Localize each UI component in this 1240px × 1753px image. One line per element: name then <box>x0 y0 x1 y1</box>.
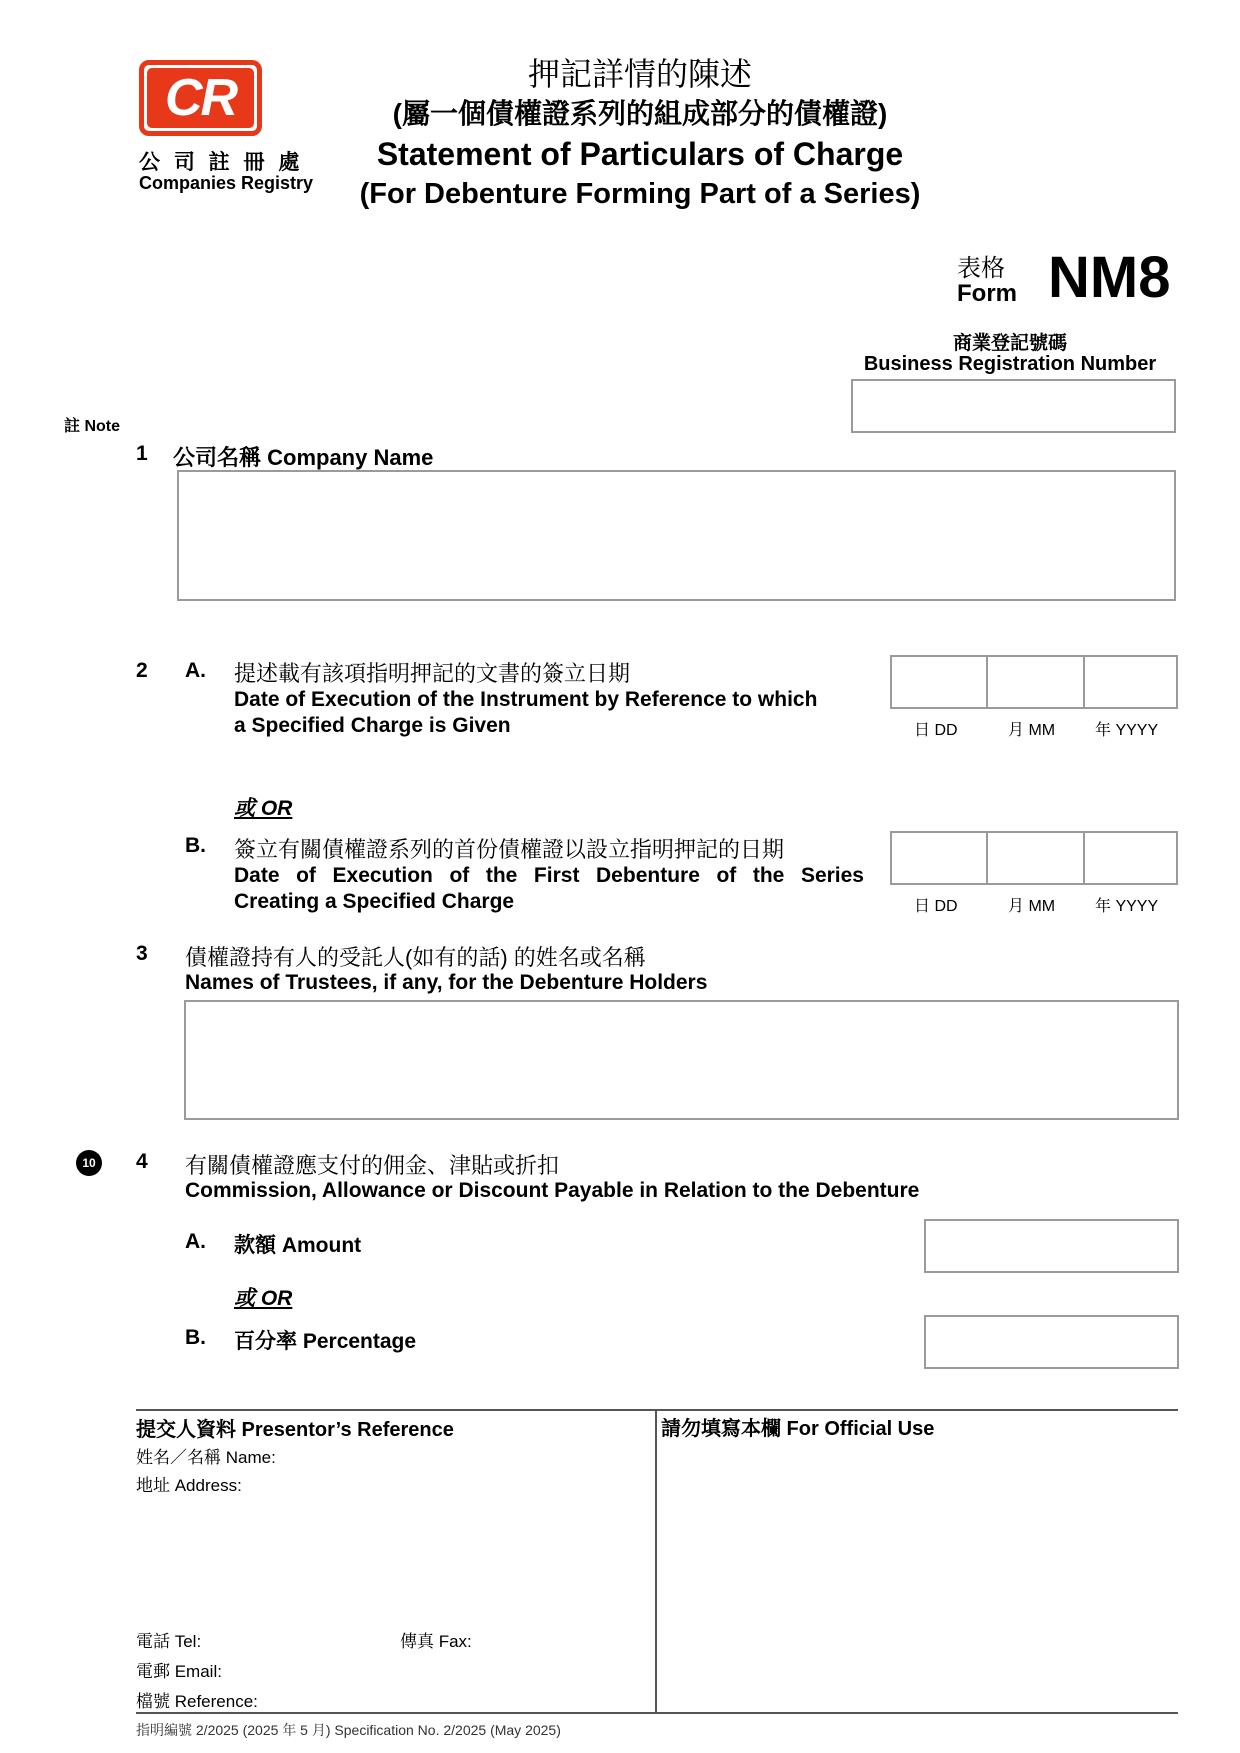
section-2-number: 2 <box>136 659 148 682</box>
date-a-yyyy-label: 年 YYYY <box>1095 722 1159 739</box>
presenter-reference-label: 檔號 Reference: <box>136 1692 258 1711</box>
title-block <box>340 54 940 214</box>
brn-input[interactable] <box>851 379 1176 433</box>
section-2b-zh: 簽立有關債權證系列的首份債權證以設立指明押記的日期 <box>234 837 785 862</box>
bottom-panel-bottom-rule <box>136 1712 1178 1714</box>
section-2b-en1: Date of Execution of the First Debenture of the Series <box>234 864 864 887</box>
presenter-heading: 提交人資料 Presentor’s Reference <box>136 1419 454 1441</box>
date-a-mm[interactable] <box>988 657 1085 707</box>
percentage-input[interactable] <box>924 1315 1179 1369</box>
amount-label: 款額 Amount <box>234 1234 362 1257</box>
section-2a-en2: a Specified Charge is Given <box>234 714 511 737</box>
company-name-label: 公司名稱 Company Name <box>173 445 434 470</box>
note-label: 註 Note <box>64 418 121 435</box>
logo-inner <box>147 68 254 128</box>
logo-text: CR <box>164 69 237 127</box>
section-2a-letter: A. <box>185 659 206 682</box>
presenter-email-label: 電郵 Email: <box>136 1662 222 1681</box>
official-use-heading: 請勿填寫本欄 For Official Use <box>661 1418 935 1440</box>
section-3-number: 3 <box>136 942 148 965</box>
presenter-address-label: 地址 Address: <box>136 1476 242 1495</box>
subtitle-en: (For Debenture Forming Part of a Series) <box>359 178 921 210</box>
trustees-input[interactable] <box>184 1000 1179 1120</box>
date-a-dd[interactable] <box>892 657 988 707</box>
section-4-number: 4 <box>136 1150 148 1173</box>
date-a-input[interactable] <box>890 655 1178 709</box>
title-zh: 押記詳情的陳述 <box>527 56 752 92</box>
section-3-zh: 債權證持有人的受託人(如有的話) 的姓名或名稱 <box>185 945 646 970</box>
date-a-dd-label: 日 DD <box>914 722 958 739</box>
percentage-label: 百分率 Percentage <box>234 1330 417 1353</box>
section-3-en: Names of Trustees, if any, for the Debenture Holders <box>185 971 708 994</box>
presenter-tel-label: 電話 Tel: <box>136 1632 202 1651</box>
bottom-panel-top-rule <box>136 1409 1178 1411</box>
footer-spec: 指明編號 2/2025 (2025 年 5 月) Specification No. 2/2025 (May 2025) <box>136 1722 561 1738</box>
form-label-en: Form <box>957 280 1017 307</box>
section-2b-letter: B. <box>185 834 206 857</box>
cr-logo <box>139 60 262 136</box>
section-1-number: 1 <box>136 442 148 465</box>
subtitle-zh: (屬一個債權證系列的組成部分的債權證) <box>392 98 888 129</box>
section-4-en: Commission, Allowance or Discount Payable in Relation to the Debenture <box>185 1179 920 1202</box>
section-4-or: 或 OR <box>234 1287 293 1310</box>
date-b-yyyy-label: 年 YYYY <box>1095 898 1159 915</box>
date-b-mm-label: 月 MM <box>1008 898 1056 915</box>
section-2b-en2: Creating a Specified Charge <box>234 890 515 913</box>
amount-input[interactable] <box>924 1219 1179 1273</box>
note-10-badge <box>76 1150 102 1176</box>
presenter-fax-label: 傳真 Fax: <box>400 1632 472 1651</box>
section-4b-letter: B. <box>185 1326 206 1349</box>
title-en: Statement of Particulars of Charge <box>376 136 904 172</box>
date-a-mm-label: 月 MM <box>1008 722 1056 739</box>
date-b-dd[interactable] <box>892 833 988 883</box>
brn-label-zh: 商業登記號碼 <box>952 333 1067 354</box>
bottom-panel-divider <box>655 1409 657 1712</box>
section-2-or: 或 OR <box>234 797 293 820</box>
date-b-input[interactable] <box>890 831 1178 885</box>
section-2a-zh: 提述載有該項指明押記的文書的簽立日期 <box>234 661 631 686</box>
form-code: NM8 <box>1048 245 1171 310</box>
form-label-zh: 表格 <box>957 255 1005 282</box>
company-name-input[interactable] <box>177 470 1176 601</box>
section-4a-letter: A. <box>185 1230 206 1253</box>
date-b-mm[interactable] <box>988 833 1085 883</box>
date-b-dd-label: 日 DD <box>914 898 958 915</box>
note-10-text: 10 <box>82 1156 96 1170</box>
presenter-name-label: 姓名／名稱 Name: <box>136 1448 276 1467</box>
section-4-zh: 有關債權證應支付的佣金、津貼或折扣 <box>185 1153 560 1178</box>
section-2a-en1: Date of Execution of the Instrument by Reference to which <box>234 688 818 711</box>
registry-zh: 公 司 註 冊 處 <box>139 151 304 174</box>
brn-label-en: Business Registration Number <box>863 353 1157 375</box>
registry-en: Companies Registry <box>139 173 314 193</box>
